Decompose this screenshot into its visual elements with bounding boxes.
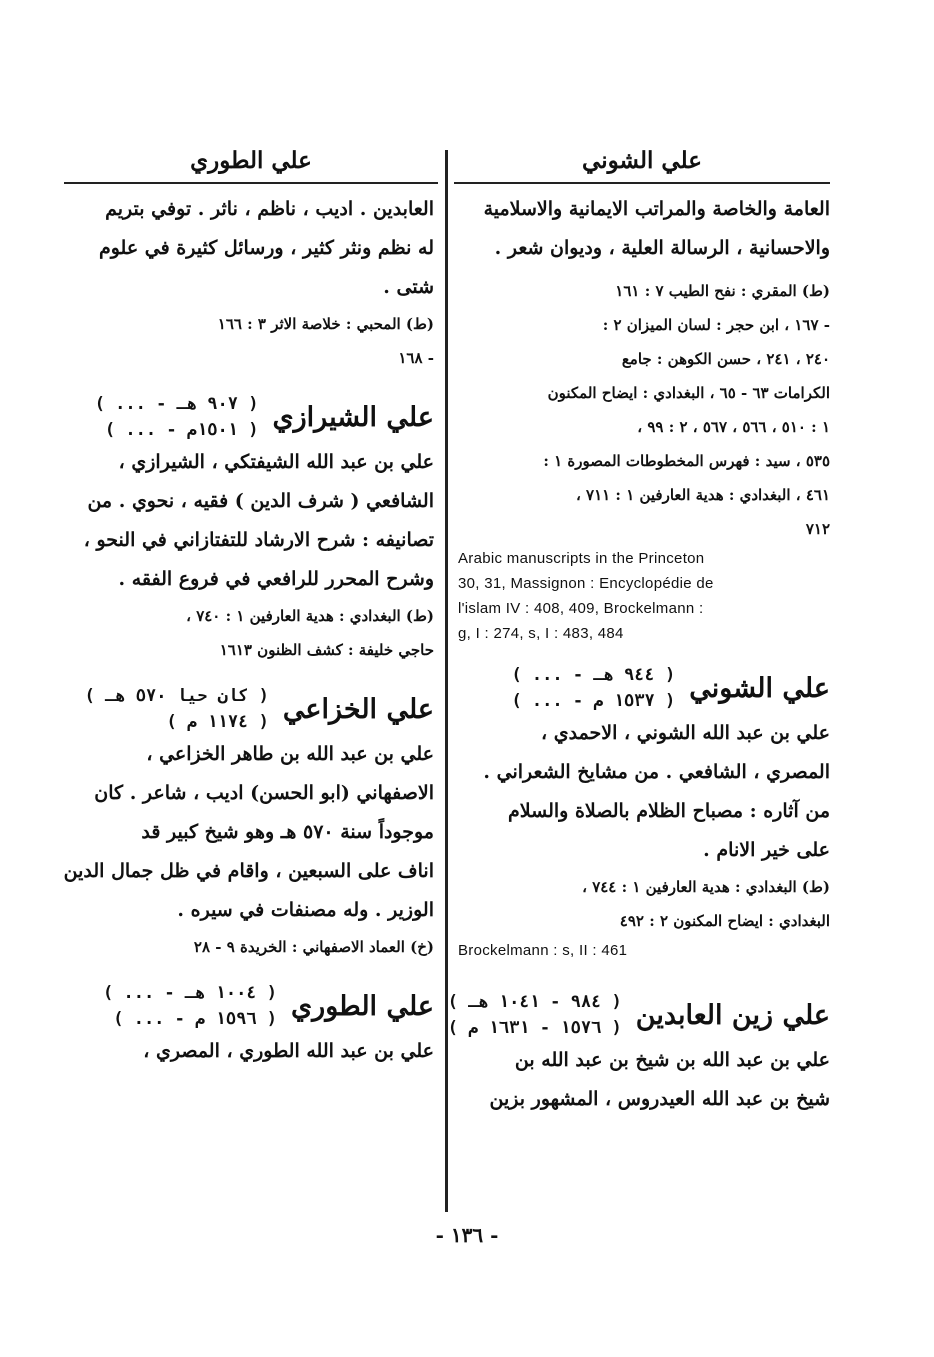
body-line: علي بن عبد الله بن طاهر الخزاعي ، <box>146 743 434 765</box>
body-line: له نظم ونثر كثير ، ورسائل كثيرة في علوم <box>98 237 434 259</box>
right-column <box>447 140 830 1119</box>
reference-line: (خ) العماد الاصفهاني : الخريدة ٩ - ٢٨ <box>193 938 434 956</box>
entry-dates <box>95 391 259 443</box>
body-line: اناف على السبعين ، واقام في ظل جمال الدين <box>64 860 434 882</box>
date-hijri: ( كان حيا ٥٧٠ هـ ) <box>84 686 269 706</box>
body-line: العامة والخاصة والمراتب الايمانية والاسلامية <box>483 198 830 220</box>
entry-name: علي الشيرازي <box>272 401 434 433</box>
body-line: على خير الانام . <box>703 839 830 861</box>
entry-heading-turi <box>64 980 434 1032</box>
reference-line: البغدادي : ايضاح المكنون ٢ : ٤٩٢ <box>619 912 830 930</box>
page-number: - ١٣٦ - <box>435 1223 499 1247</box>
entry-heading-zayn-al-abidin <box>447 989 830 1041</box>
latin-reference-line: l'islam IV : 408, 409, Brockelmann : <box>458 600 704 617</box>
body-line: الشافعي ( شرف الدين ) فقيه ، نحوي . من <box>87 490 434 512</box>
reference-line: (ط) البغدادي : هدية العارفين ١ : ٧٤٤ ، <box>582 878 830 896</box>
body-line: موجوداً سنة ٥٧٠ هـ وهو شيخ كبير قد <box>141 821 434 843</box>
body-line: علي بن عبد الله الشوني ، الاحمدي ، <box>540 722 830 744</box>
reference-line: ٤٦١ ، البغدادي : هدية العارفين ١ : ٧١١ ، <box>575 486 830 504</box>
latin-reference-line: Brockelmann : s, II : 461 <box>458 942 628 959</box>
left-running-header: علي الطوري <box>64 140 438 184</box>
reference-line: ١ : ٥١٠ ، ٥٦٦ ، ٥٦٧ ، ٢ : ٩٩ ، <box>637 418 830 436</box>
latin-reference-line: g, I : 274, s, I : 483, 484 <box>458 625 624 642</box>
date-gregorian: ( ... - ١٥٩٦ م ) <box>113 1009 278 1029</box>
reference-line: - ١٦٨ <box>398 349 434 367</box>
reference-line: حاجي خليفة : كشف الظنون ١٦١٣ <box>219 641 434 659</box>
body-line: شتى . <box>383 276 434 298</box>
body-line: العابدين . اديب ، ناظم ، ناثر . توفي بتريم <box>105 198 434 220</box>
date-hijri: ( ... - ٩٠٧ هـ ) <box>94 394 259 414</box>
body-line: شيخ بن عبد الله العيدروس ، المشهور بزين <box>489 1088 830 1110</box>
body-line: علي بن عبد الله الطوري ، المصري ، <box>143 1040 434 1062</box>
body-line: علي بن عبد الله بن شيخ بن عبد الله بن <box>514 1049 830 1071</box>
entry-dates <box>448 989 622 1041</box>
entry-dates <box>85 683 269 735</box>
entry-dates <box>511 662 675 714</box>
entry-name: علي الخزاعي <box>282 693 434 725</box>
reference-line: (ط) المحبي : خلاصة الاثر ٣ : ١٦٦ <box>217 315 434 333</box>
body-line: المصري ، الشافعي . من مشايخ الشعراني . <box>483 761 830 783</box>
body-line: وشرح المحرر للرافعي في فروع الفقه . <box>118 568 434 590</box>
entry-name: علي الشوني <box>689 672 830 704</box>
right-running-header: علي الشوني <box>454 140 830 184</box>
date-gregorian: ( ... - ١٥٣٧ م ) <box>511 691 676 711</box>
date-hijri: ( ... - ١٠٠٤ هـ ) <box>103 983 278 1003</box>
body-line: والاحسانية ، الرسالة العلية ، وديوان شعر . <box>494 237 830 259</box>
body-line: الوزير . وله مصنفات في سيره . <box>177 899 434 921</box>
entry-name: علي الطوري <box>291 990 434 1022</box>
latin-reference-line: 30, 31, Massignon : Encyclopédie de <box>458 575 714 592</box>
body-line: علي بن عبد الله الشيفتكي ، الشيرازي ، <box>118 451 434 473</box>
entry-heading-shawni <box>458 662 830 714</box>
body-line: تصانيفه : شرح الارشاد للتفتازاني في النحو ، <box>83 529 434 551</box>
date-gregorian: ( ... - ١٥٠١م ) <box>104 420 259 440</box>
reference-line: ٧١٢ <box>805 520 830 538</box>
date-gregorian: ( ١١٧٤ م ) <box>166 712 269 732</box>
entry-name: علي زين العابدين <box>635 999 830 1031</box>
latin-reference-line: Arabic manuscripts in the Princeton <box>458 550 705 567</box>
body-line: الاصفهاني (ابو الحسن) اديب ، شاعر . كان <box>94 782 434 804</box>
reference-line: ٢٤٠ ، ٢٤١ ، حسن الكوهن : جامع <box>621 350 830 368</box>
body-line: من آثاره : مصباح الظلام بالصلاة والسلام <box>508 800 830 822</box>
reference-line: (ط) البغدادي : هدية العارفين ١ : ٧٤٠ ، <box>186 607 434 625</box>
reference-line: (ط) المقري : نفح الطيب ٧ : ١٦١ <box>615 282 830 300</box>
reference-line: الكرامات ٦٣ - ٦٥ ، البغدادي : ايضاح المكنون <box>547 384 830 402</box>
left-column <box>64 140 434 1071</box>
reference-line: ٥٣٥ ، سيد : فهرس المخطوطات المصورة ١ : <box>543 452 830 470</box>
entry-heading-khuzai <box>64 683 434 735</box>
column-divider <box>445 150 448 1212</box>
date-hijri: ( ... - ٩٤٤ هـ ) <box>511 665 676 685</box>
entry-dates <box>103 980 277 1032</box>
entry-heading-shirazi <box>64 391 434 443</box>
date-hijri: ( ٩٨٤ - ١٠٤١ هـ ) <box>447 992 622 1012</box>
reference-line: - ١٦٧ ، ابن حجر : لسان الميزان ٢ : <box>602 316 830 334</box>
date-gregorian: ( ١٥٧٦ - ١٦٣١ م ) <box>447 1018 622 1038</box>
